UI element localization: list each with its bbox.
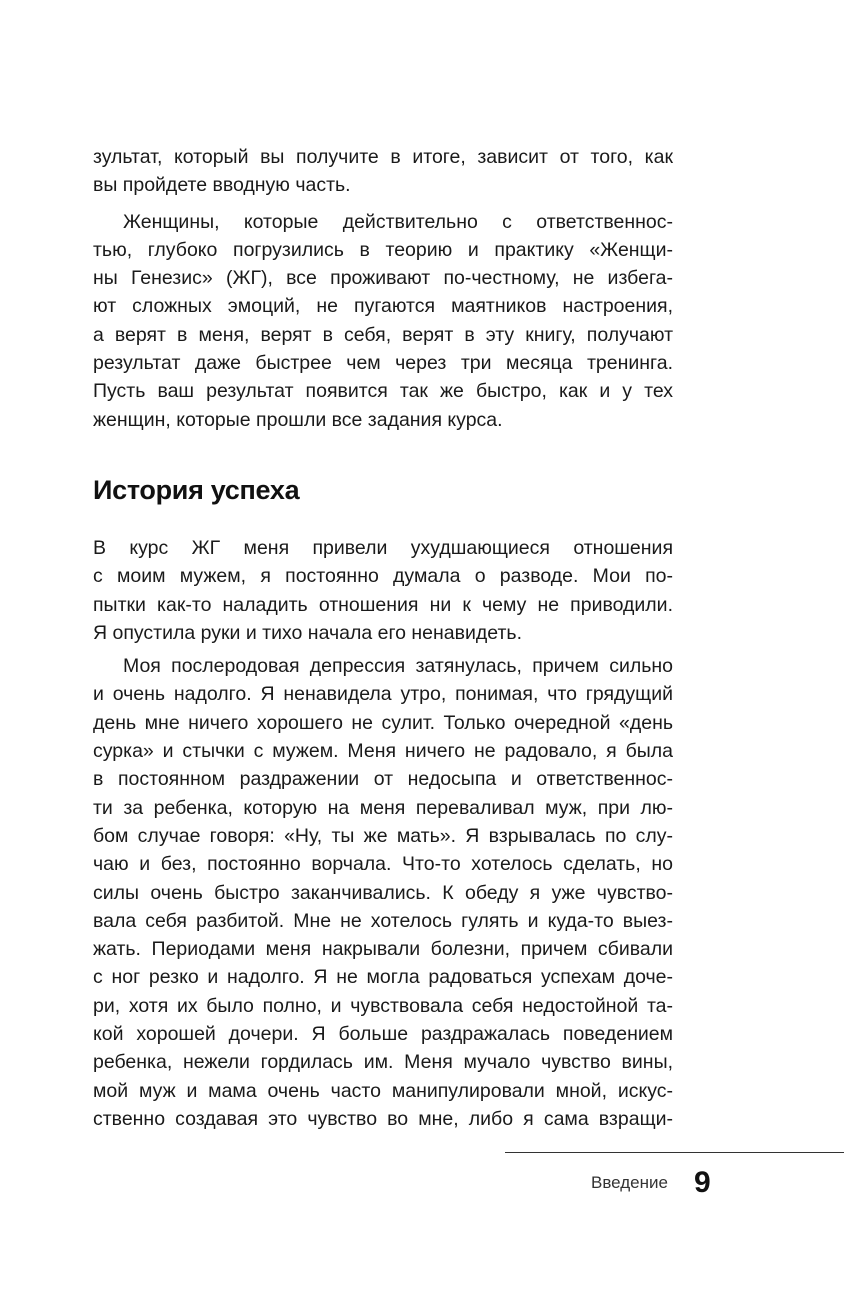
text-line: ют сложных эмоций, не пугаются маятников настроения, [93,295,673,318]
section-heading: История успеха [93,475,300,505]
footer-divider [505,1152,844,1153]
section-paragraph-1 [93,534,673,647]
text-line: а верят в меня, верят в себя, верят в эту книгу, получают [93,323,673,346]
text-line: ти за ребенка, которую на меня переваливал муж, при лю- [93,796,673,819]
text-line: вала себя разбитой. Мне не хотелось гулять и куда-то выез- [93,909,673,932]
section-text [93,534,673,1133]
text-line: Я опустила руки и тихо начала его ненавидеть. [93,621,522,644]
text-line: и очень надолго. Я ненавидела утро, понимая, что грядущий [93,683,673,706]
text-line: Моя послеродовая депрессия затянулась, причем сильно [123,655,673,678]
text-line: сурка» и стычки с мужем. Меня ничего не радовало, я была [93,740,673,763]
text-line: пытки как-то наладить отношения ни к чему не приводили. [93,593,673,616]
text-line: Пусть ваш результат появится так же быстро, как и у тех [93,380,673,403]
text-line: с ног резко и надолго. Я не могла радоваться успехам доче- [93,966,673,989]
intro-text [93,143,673,434]
text-line: чаю и без, постоянно ворчала. Что-то хотелось сделать, но [93,853,673,876]
text-line: бом случае говоря: «Ну, ты же мать». Я взрывалась по слу- [93,824,673,847]
text-line: с моим мужем, я постоянно думала о разводе. Мои по- [93,565,673,588]
page-number: 9 [694,1166,711,1199]
text-line: мой муж и мама очень часто манипулировали мной, искус- [93,1079,673,1102]
text-line: тью, глубоко погрузились в теорию и практику «Женщи- [93,238,673,261]
text-line: вы пройдете вводную часть. [93,174,351,197]
text-line: ребенка, нежели гордилась им. Меня мучало чувство вины, [93,1051,673,1074]
text-line: женщин, которые прошли все задания курса. [93,408,503,431]
intro-paragraph-2 [93,208,673,434]
text-line: В курс ЖГ меня привели ухудшающиеся отношения [93,537,673,559]
text-line: силы очень быстро заканчивались. К обеду я уже чувство- [93,881,673,904]
text-line: зультат, который вы получите в итоге, зависит от того, как [93,146,673,168]
text-line: ственно создавая это чувство во мне, либо я сама взращи- [93,1107,673,1130]
text-line: результат даже быстрее чем через три месяца тренинга. [93,352,673,375]
text-line: Женщины, которые действительно с ответственнос- [123,210,673,233]
text-line: кой хорошей дочери. Я больше раздражалась поведением [93,1023,673,1046]
section-paragraph-2 [93,652,673,1133]
text-line: ны Генезис» (ЖГ), все проживают по-честному, не избега- [93,267,673,290]
text-line: жать. Периодами меня накрывали болезни, причем сбивали [93,938,673,961]
footer-section-label: Введение [591,1173,668,1192]
text-line: день мне ничего хорошего не сулит. Только очередной «день [93,711,673,734]
text-line: в постоянном раздражении от недосыпа и ответственнос- [93,768,673,791]
intro-paragraph-1 [93,143,673,200]
text-line: ри, хотя их было полно, и чувствовала себя недостойной та- [93,994,673,1017]
